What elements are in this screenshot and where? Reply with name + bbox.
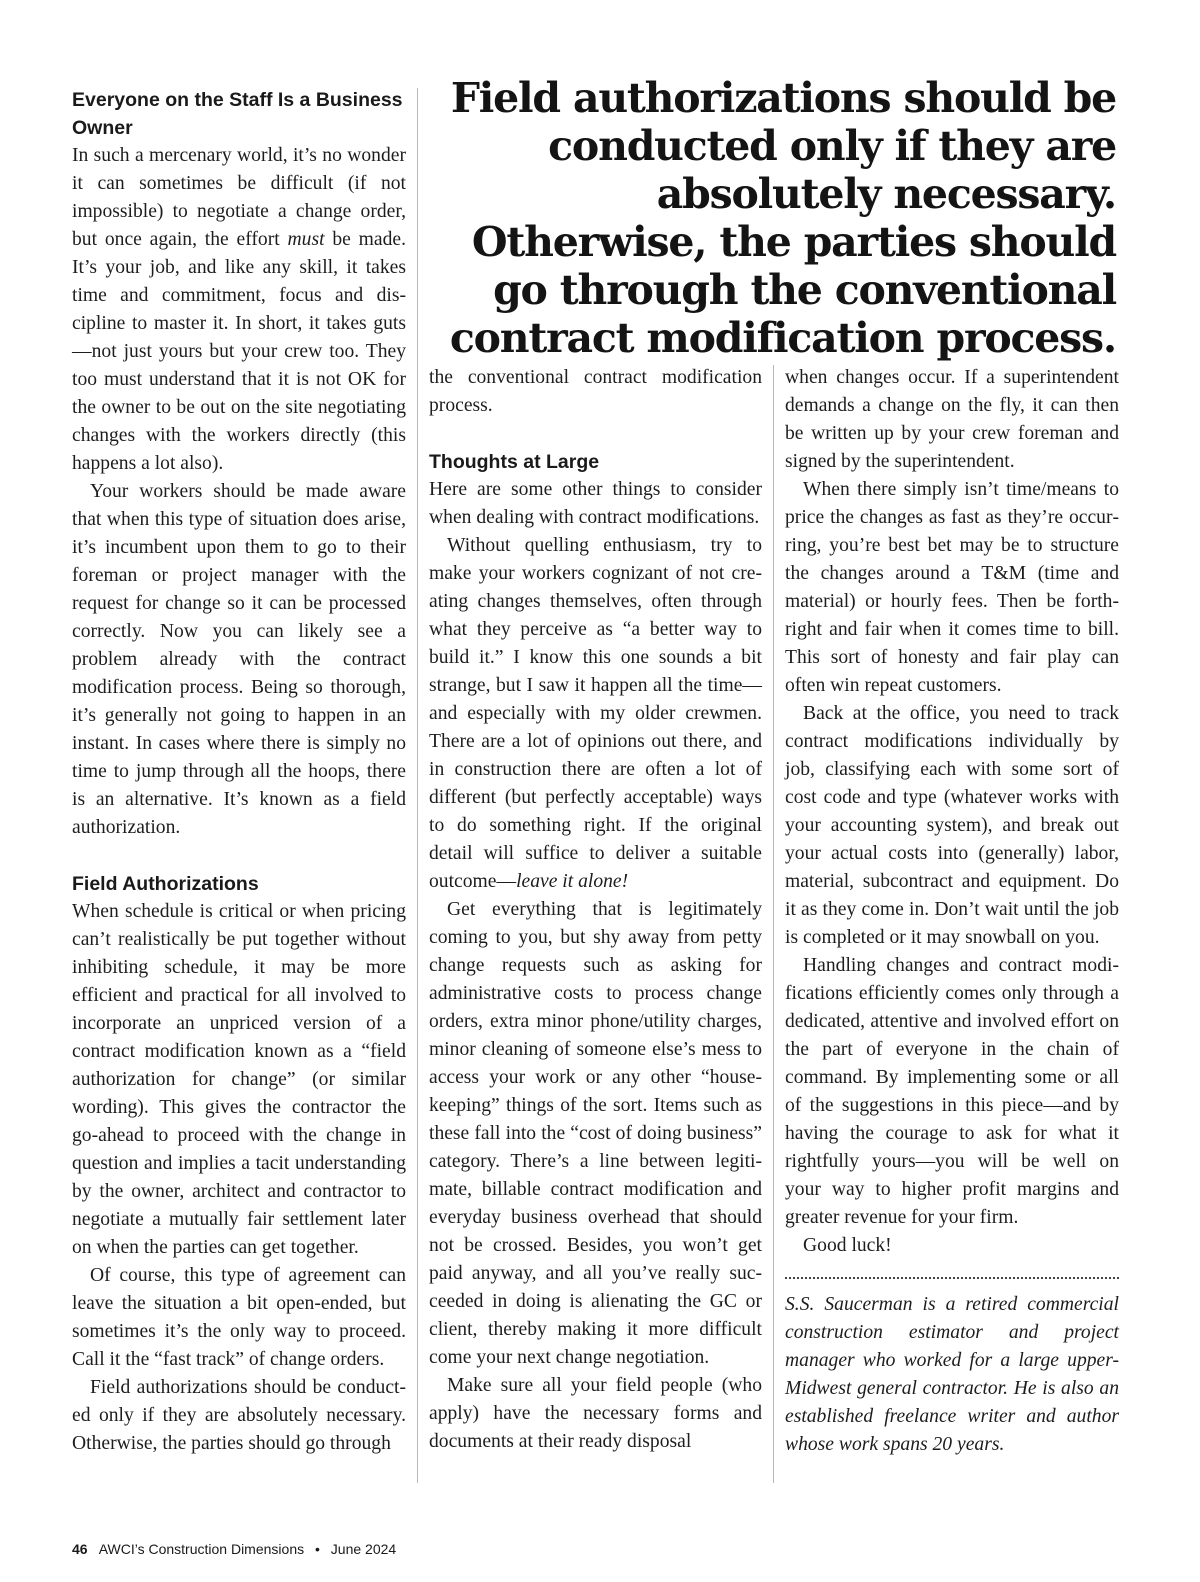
right-column <box>785 364 1119 1459</box>
paragraph: Your workers should be made aware that when this type of situation does arise, it’s incumbent upon them to go to their foreman or project manager with the request for change so it can be processed correctly. Now you can likely see a problem already with the contract modification process. Being so thorough, it’s generally not going to happen in an instant. In cases where there is simply no time to jump through all the hoops, there is an alternative. It’s known as a field authorization. <box>72 481 406 838</box>
emphasis-text: must <box>287 229 325 250</box>
middle-column <box>429 364 762 1456</box>
paragraph: When schedule is critical or when pricing can’t realistically be put together without inhibiting schedule, it may be more efficient and practical for all involved to incorporate an unpriced version of a contract modification known as a “field authorization for change” (or similar wording). This gives the contractor the go-ahead to proceed with the change in question and implies a tacit understanding by the owner, architect and contractor to negotiate a mutually fair settlement later on when the parties can get together. <box>72 901 406 1258</box>
footer-separator: • <box>315 1541 320 1557</box>
paragraph: when changes occur. If a superintendent demands a change on the fly, it can then be written up by your crew foreman and signed by the superintendent. <box>785 367 1119 472</box>
issue-date: June 2024 <box>330 1541 397 1557</box>
text-run: In such a mercenary world, it’s no wonder it can sometimes be difficult (if not impossible) to negotiate a change order, but once again, the effort <box>72 145 406 250</box>
paragraph <box>429 532 762 896</box>
column-divider-right <box>773 365 774 1483</box>
publication-name: AWCI’s Construction Dimensions <box>98 1541 305 1557</box>
paragraph: Field authorizations should be conducted only if they are absolutely necessary. Otherwise, the parties should go through <box>72 1377 406 1454</box>
page-number: 46 <box>72 1541 88 1557</box>
paragraph: Back at the office, you need to track contract modifications individually by job, classifying each with some sort of cost code and type (whatever works with your accounting system), and break out your actual costs into (generally) labor, material, subcontract and equipment. Do it as they come in. Don’t wait until the job is completed or it may snowball on you. <box>785 703 1119 948</box>
paragraph <box>72 142 406 478</box>
section-heading-staff-owner: Everyone on the Staff Is a Business Owner <box>72 89 403 139</box>
section-heading-field-authorizations: Field Authorizations <box>72 873 259 895</box>
emphasis-text: leave it alone! <box>516 871 629 892</box>
page-footer <box>72 1541 396 1557</box>
paragraph: Get everything that is legitimately coming to you, but shy away from petty change requests such as asking for administrative costs to process change orders, extra minor phone/utility charges, minor cleaning of someone else’s mess to access your work or any other “housekeeping” things of the sort. Items such as these fall into the “cost of doing business” category. There’s a line between legitimate, billable contract modification and everyday business overhead that should not be crossed. Besides, you won’t get paid anyway, and all you’ve really succeeded in doing is alienating the GC or client, thereby making it more difficult come your next change negotiation. <box>429 899 762 1368</box>
paragraph: When there simply isn’t time/means to price the changes as fast as they’re occurring, you’re best bet may be to structure the changes around a T&M (time and material) or hourly fees. Then be forthright and fair when it comes time to bill. This sort of honesty and fair play can often win repeat customers. <box>785 479 1119 696</box>
text-run: be made. It’s your job, and like any skill, it takes time and commitment, focus and discipline to master it. In short, it takes guts—not just yours but your crew too. They too must understand that it is not OK for the owner to be out on the site negotiating changes with the workers directly (this happens a lot also). <box>72 229 406 474</box>
column-divider-left <box>417 88 418 1483</box>
section-heading-thoughts-at-large: Thoughts at Large <box>429 451 600 473</box>
paragraph: the conventional contract modification process. <box>429 367 762 416</box>
paragraph: Here are some other things to consider when dealing with contract modifications. <box>429 479 762 528</box>
paragraph: Make sure all your field people (who apply) have the necessary forms and documents at their ready disposal <box>429 1375 762 1452</box>
author-bio: S.S. Saucerman is a retired commercial construction estimator and project manager who worked for a large upper-Midwest general contractor. He is also an established freelance writer and author whose work spans 20 years. <box>785 1294 1119 1455</box>
paragraph: Good luck! <box>803 1235 892 1256</box>
text-run: Without quelling enthusiasm, try to make your workers cognizant of not creating changes themselves, often through what they perceive as “a better way to build it.” I know this one sounds a bit strange, but I saw it happen all the time—and especially with my older crewmen. There are a lot of opinions out there, and in construction there are often a lot of different (but perfectly acceptable) ways to do something right. If the original detail will suffice to deliver a suitable outcome— <box>429 535 762 892</box>
paragraph: Handling changes and contract modifications efficiently comes only through a dedicated, attentive and involved effort on the part of everyone in the chain of command. By implementing some or all of the suggestions in this piece—and by having the courage to ask for what it rightfully yours—you will be well on your way to higher profit margins and greater revenue for your firm. <box>785 955 1119 1228</box>
dotted-separator <box>785 1277 1119 1279</box>
pull-quote: Field authorizations should be conducted only if they are absolutely necessary. Otherwise, the parties should go through the conventional contract modification process. <box>449 74 1116 362</box>
paragraph: Of course, this type of agreement can leave the situation a bit open-ended, but sometimes it’s the only way to proceed. Call it the “fast track” of change orders. <box>72 1265 406 1370</box>
left-column <box>72 86 406 1458</box>
